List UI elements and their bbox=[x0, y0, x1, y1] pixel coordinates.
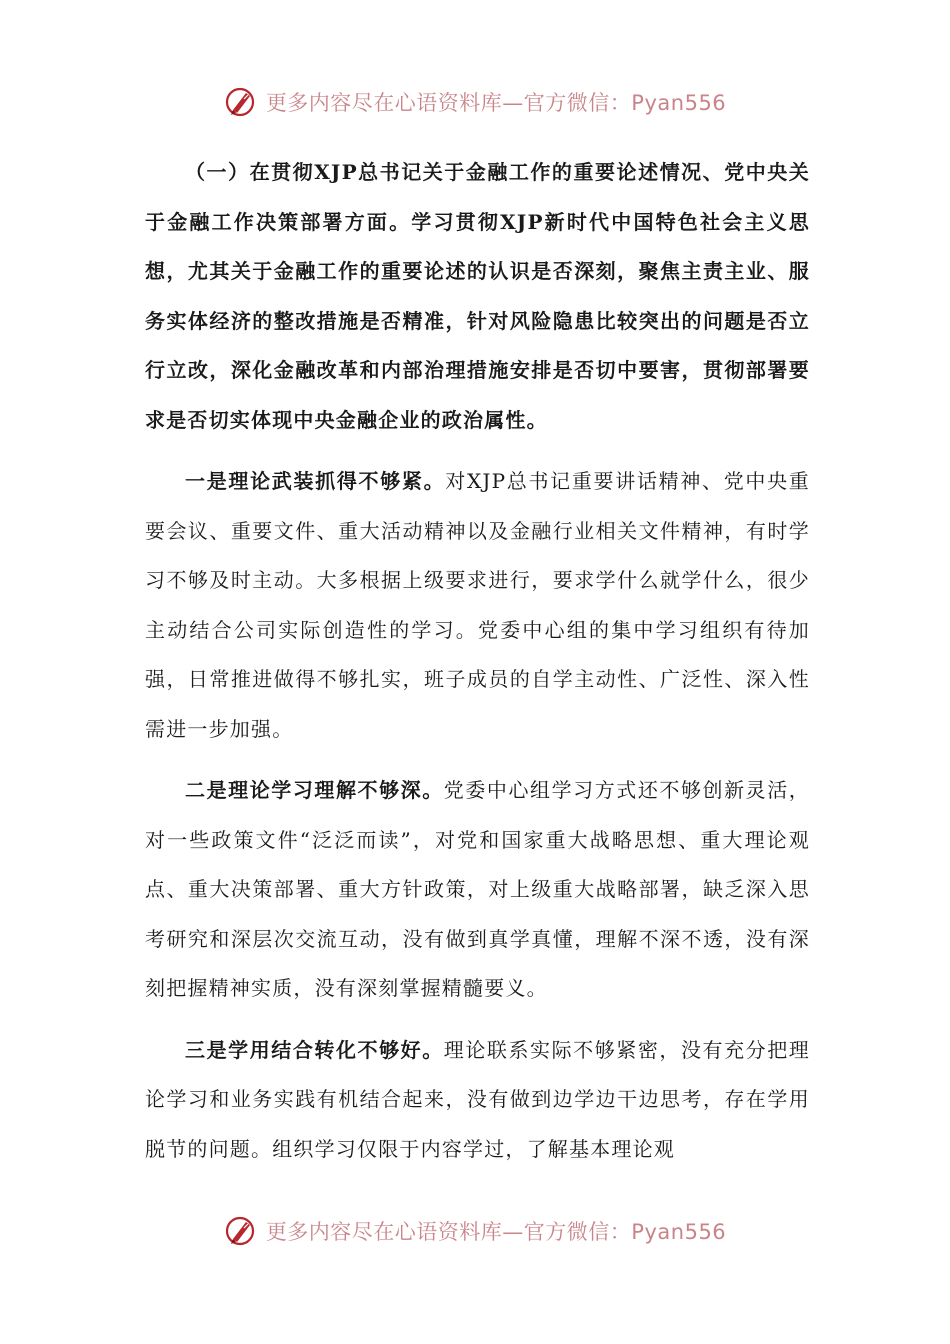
watermark-text: 更多内容尽在心语资料库—官方微信：Pyan556 bbox=[265, 1220, 727, 1244]
pen-seal-icon bbox=[224, 85, 258, 119]
pen-seal-icon bbox=[224, 1214, 258, 1248]
paragraph-1-lead: 一是理论武装抓得不够紧。 bbox=[185, 469, 446, 493]
paragraph-1-text: 对XJP总书记重要讲话精神、党中央重要会议、重要文件、重大活动精神以及金融行业相关文件精神，有时学习不够及时主动。大多根据上级要求进行，要求学什么就学什么，很少主动结合公司实际创造性的学习。党委中心组的集中学习组织有待加强，日常推进做得不够扎实，班子成员的自学主动性、广泛性、深入性需进一步加强。 bbox=[145, 469, 810, 741]
paragraph-2-text: 党委中心组学习方式还不够创新灵活，对一些政策文件“泛泛而读”，对党和国家重大战略思想、重大理论观点、重大决策部署、重大方针政策，对上级重大战略部署，缺乏深入思考研究和深层次交流互动，没有做到真学真懂，理解不深不透，没有深刻把握精神实质，没有深刻掌握精髓要义。 bbox=[145, 778, 811, 1000]
paragraph-2-lead: 二是理论学习理解不够深。 bbox=[185, 778, 444, 802]
paragraph-3 bbox=[145, 1026, 810, 1175]
watermark-text: 更多内容尽在心语资料库—官方微信：Pyan556 bbox=[265, 91, 727, 115]
watermark-banner-bottom bbox=[0, 1209, 950, 1253]
paragraph-1 bbox=[145, 457, 810, 754]
document-body bbox=[145, 148, 810, 1174]
paragraph-3-lead: 三是学用结合转化不够好。 bbox=[185, 1037, 444, 1062]
section-heading: （一）在贯彻XJP总书记关于金融工作的重要论述情况、党中央关于金融工作决策部署方面。学习贯彻XJP新时代中国特色社会主义思想，尤其关于金融工作的重要论述的认识是否深刻，聚焦主责主业、服务实体经济的整改措施是否精准，针对风险隐患比较突出的问题是否立行立改，深化金融改革和内部治理措施安排是否切中要害，贯彻部署要求是否切实体现中央金融企业的政治属性。 bbox=[145, 160, 810, 432]
watermark-banner-top bbox=[0, 80, 950, 124]
paragraph-2 bbox=[145, 766, 810, 1014]
paragraph-3-text: 理论联系实际不够紧密，没有充分把理论学习和业务实践有机结合起来，没有做到边学边干边思考，存在学用脱节的问题。组织学习仅限于内容学过，了解基本理论观 bbox=[145, 1037, 811, 1161]
